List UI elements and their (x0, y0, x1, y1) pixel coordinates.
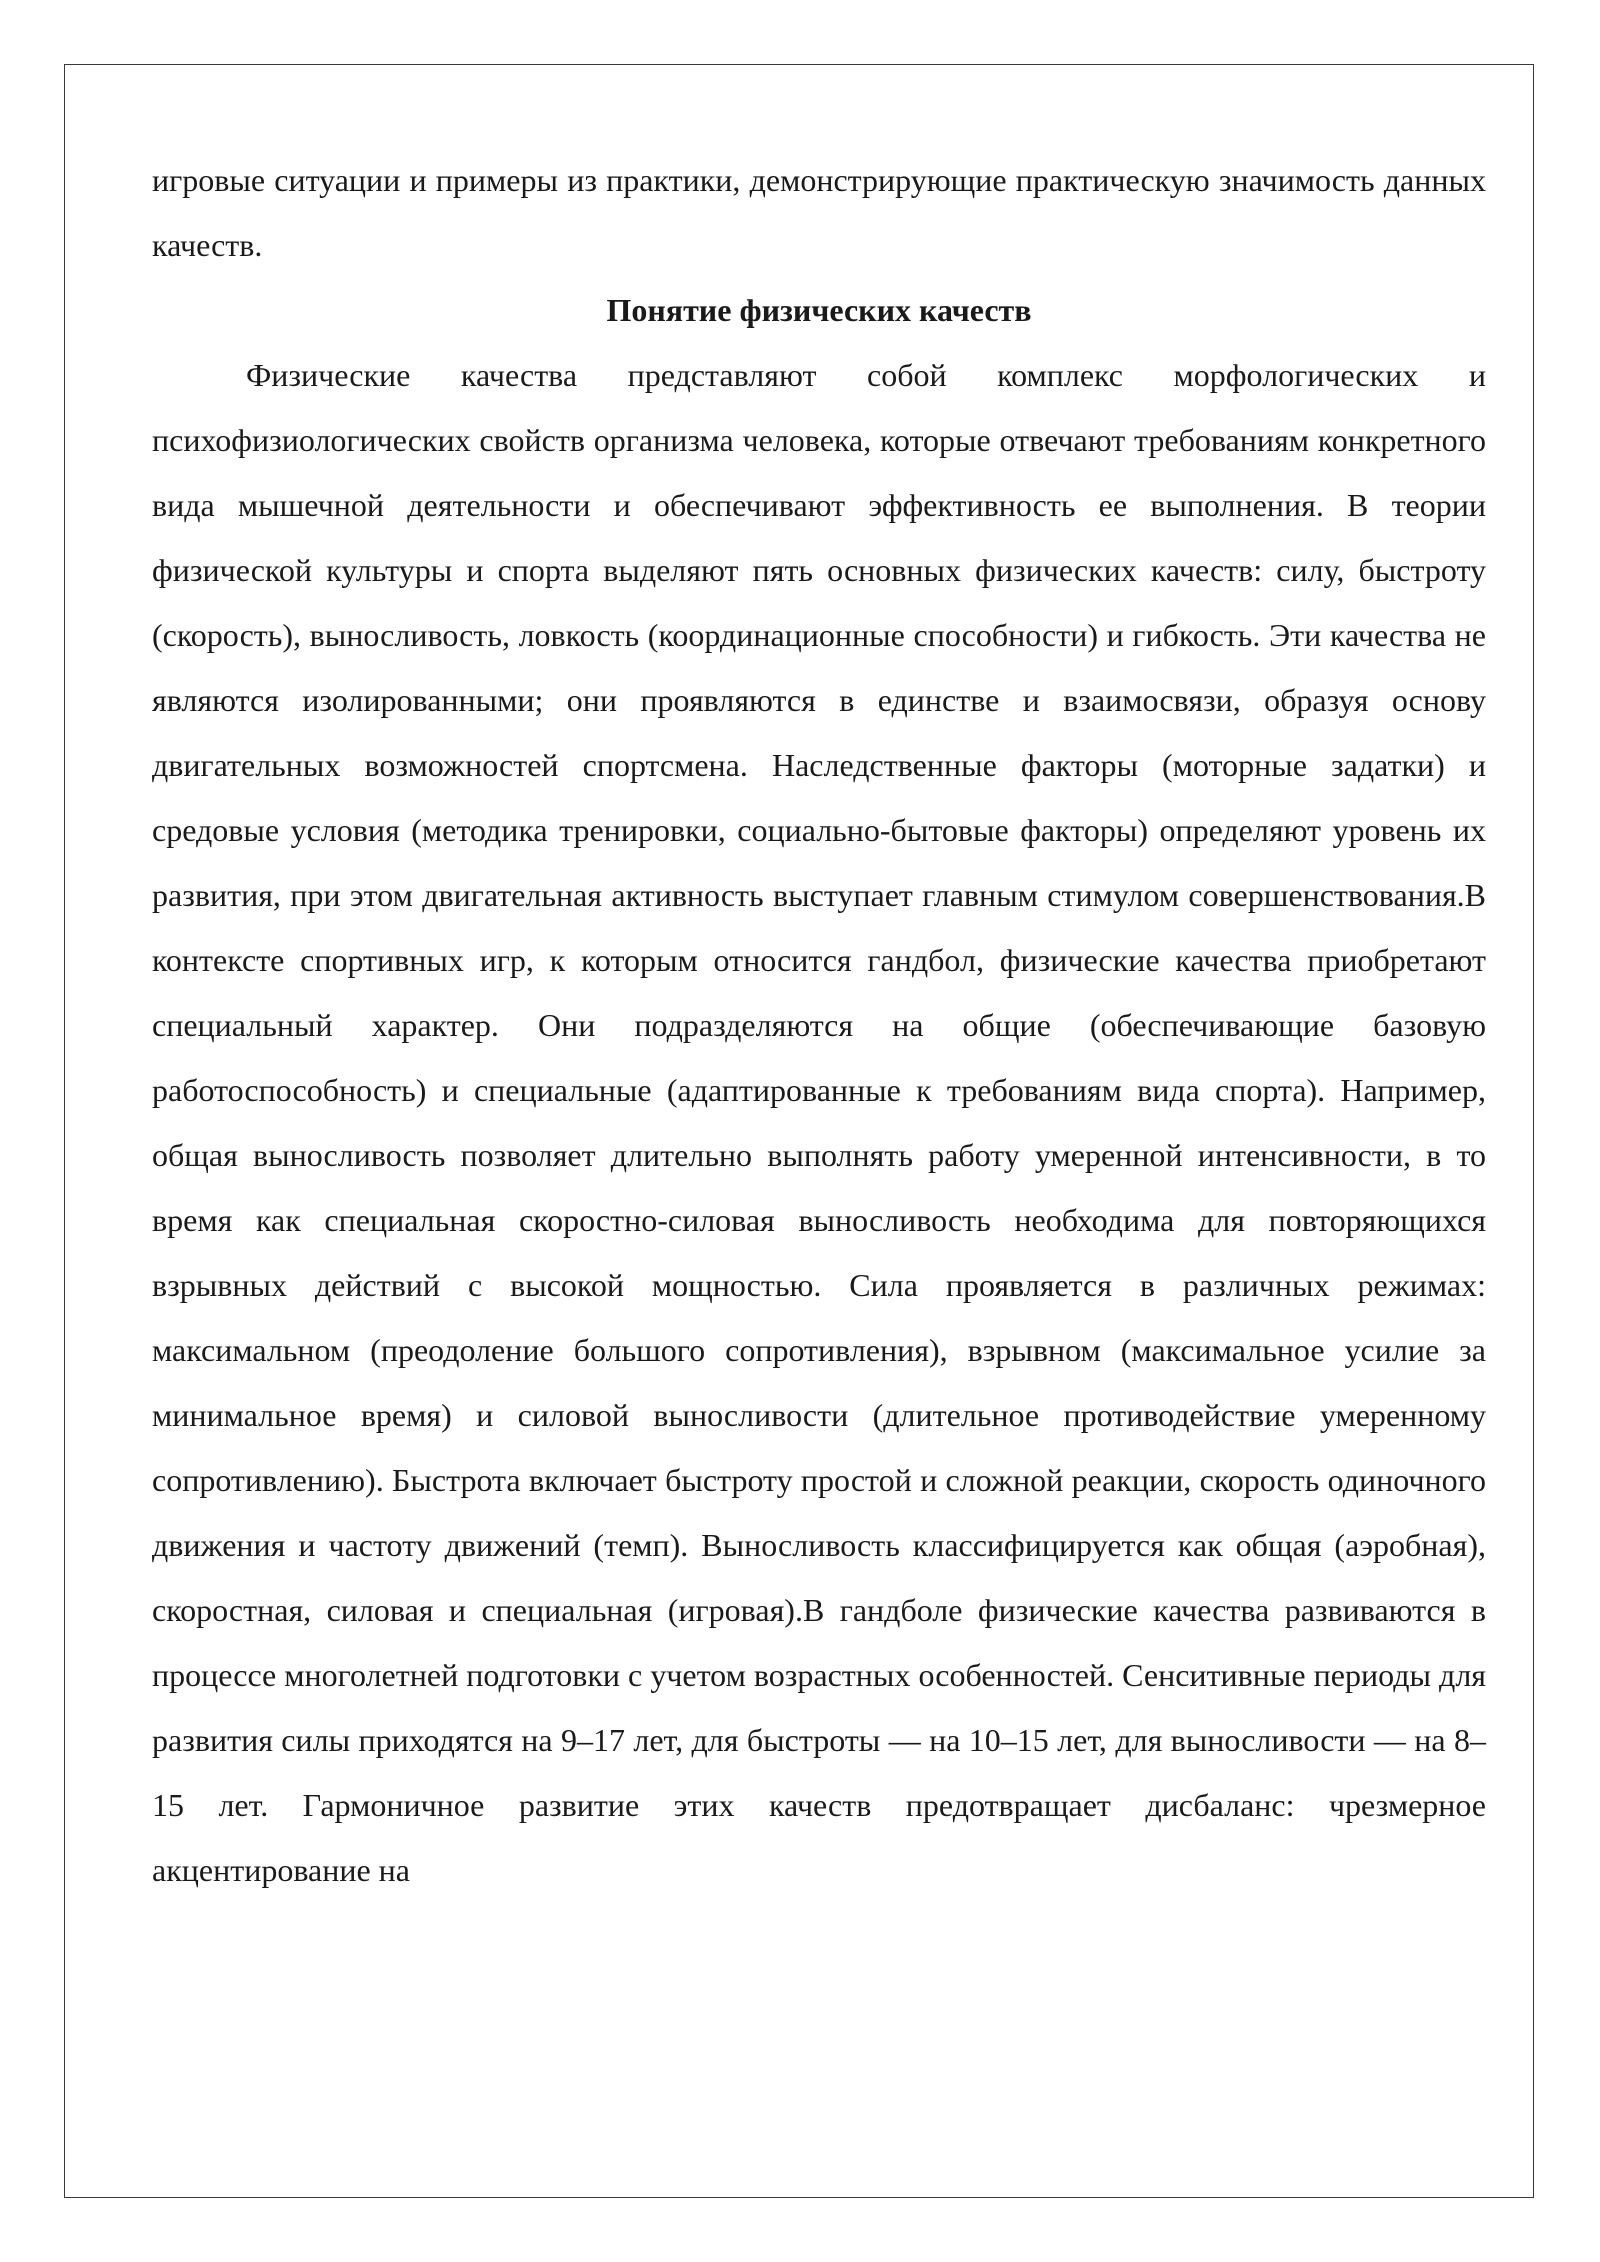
body-paragraph: Физические качества представляют собой комплекс морфологических и психофизиологических свойств организма человека, которые отвечают требованиям конкретного вида мышечной деятельности и обеспечивают эффективность ее выполнения. В теории физической культуры и спорта выделяют пять основных физических качеств: силу, быстроту (скорость), выносливость, ловкость (координационные способности) и гибкость. Эти качества не являются изолированными; они проявляются в единстве и взаимосвязи, образуя основу двигательных возможностей спортсмена. Наследственные факторы (моторные задатки) и средовые условия (методика тренировки, социально-бытовые факторы) определяют уровень их развития, при этом двигательная активность выступает главным стимулом совершенствования.В контексте спортивных игр, к которым относится гандбол, физические качества приобретают специальный характер. Они подразделяются на общие (обеспечивающие базовую работоспособность) и специальные (адаптированные к требованиям вида спорта). Например, общая выносливость позволяет длительно выполнять работу умеренной интенсивности, в то время как специальная скоростно-силовая выносливость необходима для повторяющихся взрывных действий с высокой мощностью. Сила проявляется в различных режимах: максимальном (преодоление большого сопротивления), взрывном (максимальное усилие за минимальное время) и силовой выносливости (длительное противодействие умеренному сопротивлению). Быстрота включает быстроту простой и сложной реакции, скорость одиночного движения и частоту движений (темп). Выносливость классифицируется как общая (аэробная), скоростная, силовая и специальная (игровая).В гандболе физические качества развиваются в процессе многолетней подготовки с учетом возрастных особенностей. Сенситивные периоды для развития силы приходятся на 9–17 лет, для быстроты — на 10–15 лет, для выносливости — на 8–15 лет. Гармоничное развитие этих качеств предотвращает дисбаланс: чрезмерное акцентирование на (152, 357, 1486, 1888)
document-body (152, 148, 1486, 1903)
continuation-paragraph: игровые ситуации и примеры из практики, демонстрирующие практическую значимость данных качеств. (152, 162, 1486, 263)
section-heading: Понятие физических качеств (606, 292, 1032, 328)
